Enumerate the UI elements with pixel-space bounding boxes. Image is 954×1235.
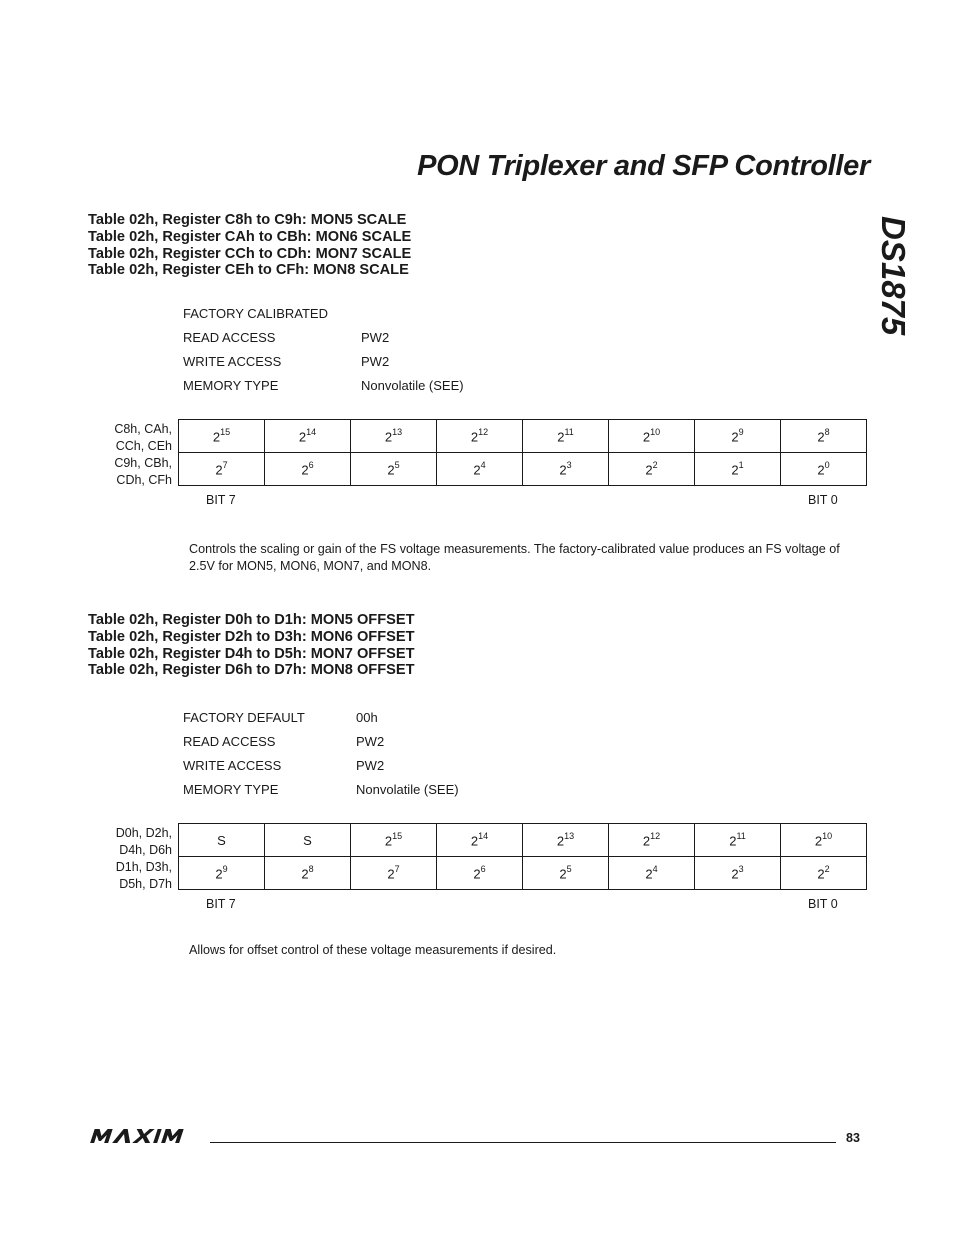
bit-base: 2 xyxy=(731,866,739,882)
maxim-logo xyxy=(88,1128,200,1149)
bit-cell xyxy=(781,453,867,486)
bit-row xyxy=(179,857,867,890)
register-label-low: D1h, D3h, D5h, D7h xyxy=(115,860,172,891)
bit-cell xyxy=(609,453,695,486)
bit-cell xyxy=(351,453,437,486)
property-label: FACTORY CALIBRATED xyxy=(183,306,328,321)
bit-base: 2 xyxy=(729,833,737,849)
property-label: FACTORY DEFAULT xyxy=(183,710,305,725)
property-value: 00h xyxy=(356,710,378,725)
bit-exponent: 5 xyxy=(566,863,572,874)
bit-exponent: 7 xyxy=(222,459,228,470)
bit-table-scale xyxy=(178,419,867,486)
bit-exponent: 13 xyxy=(564,830,575,841)
bit-cell xyxy=(179,453,265,486)
section2-heading: Table 02h, Register D4h to D5h: MON7 OFFSET xyxy=(88,645,415,662)
property-value: PW2 xyxy=(361,354,390,369)
bit-base: 2 xyxy=(301,866,309,882)
bit-base: 2 xyxy=(212,429,221,445)
bit-cell xyxy=(351,857,437,890)
bit-cell xyxy=(695,453,781,486)
bit-cell xyxy=(179,857,265,890)
bit-cell xyxy=(781,824,867,857)
property-value: PW2 xyxy=(356,734,385,749)
bit-exponent: 13 xyxy=(392,426,403,437)
bit-base: 2 xyxy=(556,833,565,849)
register-label-low: C9h, CBh, CDh, CFh xyxy=(114,456,172,487)
bit-msb-label: BIT 7 xyxy=(206,897,236,911)
bit-exponent: 8 xyxy=(308,863,314,874)
bit-cell xyxy=(179,824,265,857)
register-label-high: D0h, D2h, D4h, D6h xyxy=(115,826,172,857)
bit-base: 2 xyxy=(731,462,739,478)
bit-exponent: 10 xyxy=(822,830,833,841)
bit-base: 2 xyxy=(642,429,651,445)
bit-base: 2 xyxy=(559,866,567,882)
section2-heading: Table 02h, Register D6h to D7h: MON8 OFFSET xyxy=(88,662,415,679)
property-value: PW2 xyxy=(356,758,385,773)
property-value: PW2 xyxy=(361,330,390,345)
maxim-logo-graphic xyxy=(88,1128,200,1144)
bit-cell xyxy=(695,824,781,857)
bit-cell xyxy=(179,420,265,453)
bit-exponent: 6 xyxy=(480,863,486,874)
bit-base: 2 xyxy=(301,462,309,478)
bit-exponent: 6 xyxy=(308,459,314,470)
bit-base: 2 xyxy=(387,462,395,478)
bit-exponent: 3 xyxy=(738,863,744,874)
bit-exponent: 12 xyxy=(478,426,489,437)
section1-heading: Table 02h, Register CCh to CDh: MON7 SCALE xyxy=(88,245,412,262)
bit-exponent: 14 xyxy=(306,426,317,437)
part-number-text: DS1875 xyxy=(875,216,912,336)
bit-cell xyxy=(351,420,437,453)
bit-exponent: 7 xyxy=(394,863,400,874)
bit-cell xyxy=(265,420,351,453)
bit-cell xyxy=(437,857,523,890)
bit-base: S xyxy=(303,832,312,848)
bit-cell xyxy=(437,824,523,857)
footer-rule xyxy=(210,1142,836,1143)
property-label: READ ACCESS xyxy=(183,330,276,345)
bit-base: 2 xyxy=(215,462,223,478)
bit-cell xyxy=(523,857,609,890)
bit-cell xyxy=(695,857,781,890)
bit-table-offset xyxy=(178,823,867,890)
bit-base: 2 xyxy=(470,833,479,849)
bit-exponent: 5 xyxy=(394,459,400,470)
bit-exponent: 15 xyxy=(220,426,231,437)
bit-exponent: 9 xyxy=(222,863,228,874)
property-label: MEMORY TYPE xyxy=(183,378,279,393)
bit-base: 2 xyxy=(817,866,825,882)
section1-heading: Table 02h, Register C8h to C9h: MON5 SCALE xyxy=(88,212,407,228)
bit-cell xyxy=(437,420,523,453)
bit-exponent: 3 xyxy=(566,459,572,470)
property-label: WRITE ACCESS xyxy=(183,758,282,773)
page-title: PON Triplexer and SFP Controller xyxy=(417,150,870,182)
bit-exponent: 8 xyxy=(824,426,830,437)
bit-base: 2 xyxy=(817,462,825,478)
bit-base: 2 xyxy=(559,462,567,478)
property-value: Nonvolatile (SEE) xyxy=(356,782,459,797)
bit-exponent: 4 xyxy=(480,459,486,470)
section2-heading: Table 02h, Register D0h to D1h: MON5 OFFSET xyxy=(88,612,415,628)
bit-cell xyxy=(781,420,867,453)
register-label-high: C8h, CAh, CCh, CEh xyxy=(114,422,172,453)
bit-exponent: 11 xyxy=(736,830,746,841)
bit-row xyxy=(179,453,867,486)
property-label: READ ACCESS xyxy=(183,734,276,749)
property-label: MEMORY TYPE xyxy=(183,782,279,797)
bit-base: 2 xyxy=(473,462,481,478)
bit-cell xyxy=(609,857,695,890)
section1-heading: Table 02h, Register CEh to CFh: MON8 SCALE xyxy=(88,262,409,279)
bit-base: 2 xyxy=(215,866,223,882)
bit-cell xyxy=(609,824,695,857)
bit-row xyxy=(179,420,867,453)
bit-cell xyxy=(523,453,609,486)
bit-base: 2 xyxy=(645,462,653,478)
bit-cell xyxy=(695,420,781,453)
bit-lsb-label: BIT 0 xyxy=(808,897,838,911)
bit-exponent: 0 xyxy=(824,459,830,470)
bit-base: 2 xyxy=(731,429,739,445)
bit-base: 2 xyxy=(645,866,653,882)
bit-cell xyxy=(265,857,351,890)
section1-headings xyxy=(88,212,411,279)
section2-headings xyxy=(88,612,415,679)
bit-base: 2 xyxy=(384,833,393,849)
bit-base: 2 xyxy=(817,429,825,445)
bit-cell xyxy=(351,824,437,857)
bit-exponent: 10 xyxy=(650,426,661,437)
bit-cell xyxy=(609,420,695,453)
bit-row xyxy=(179,824,867,857)
bit-exponent: 11 xyxy=(564,426,574,437)
bit-base: 2 xyxy=(387,866,395,882)
bit-cell xyxy=(265,453,351,486)
bit-base: 2 xyxy=(470,429,479,445)
bit-base: 2 xyxy=(814,833,823,849)
bit-lsb-label: BIT 0 xyxy=(808,493,838,507)
bit-base: 2 xyxy=(642,833,651,849)
bit-exponent: 2 xyxy=(652,459,658,470)
bit-exponent: 12 xyxy=(650,830,661,841)
bit-exponent: 15 xyxy=(392,830,403,841)
section1-description: Controls the scaling or gain of the FS voltage measurements. The factory-calibrated value produces an FS voltage of 2.5V for MON5, MON6, MON7, and MON8. xyxy=(189,542,840,573)
property-value: Nonvolatile (SEE) xyxy=(361,378,464,393)
bit-cell xyxy=(523,824,609,857)
bit-exponent: 4 xyxy=(652,863,658,874)
bit-cell xyxy=(523,420,609,453)
property-label: WRITE ACCESS xyxy=(183,354,282,369)
bit-exponent: 14 xyxy=(478,830,489,841)
part-number-vertical xyxy=(872,216,912,346)
bit-exponent: 1 xyxy=(738,459,744,470)
bit-cell xyxy=(265,824,351,857)
section2-description: Allows for offset control of these voltage measurements if desired. xyxy=(189,943,557,957)
bit-exponent: 9 xyxy=(738,426,744,437)
section1-heading: Table 02h, Register CAh to CBh: MON6 SCALE xyxy=(88,228,412,245)
page-number: 83 xyxy=(846,1131,860,1145)
bit-base: 2 xyxy=(298,429,307,445)
bit-exponent: 2 xyxy=(824,863,830,874)
bit-cell xyxy=(437,453,523,486)
bit-cell xyxy=(781,857,867,890)
section2-heading: Table 02h, Register D2h to D3h: MON6 OFFSET xyxy=(88,628,415,645)
bit-msb-label: BIT 7 xyxy=(206,493,236,507)
bit-base: 2 xyxy=(557,429,565,445)
bit-base: 2 xyxy=(384,429,393,445)
bit-base: S xyxy=(217,832,226,848)
bit-base: 2 xyxy=(473,866,481,882)
